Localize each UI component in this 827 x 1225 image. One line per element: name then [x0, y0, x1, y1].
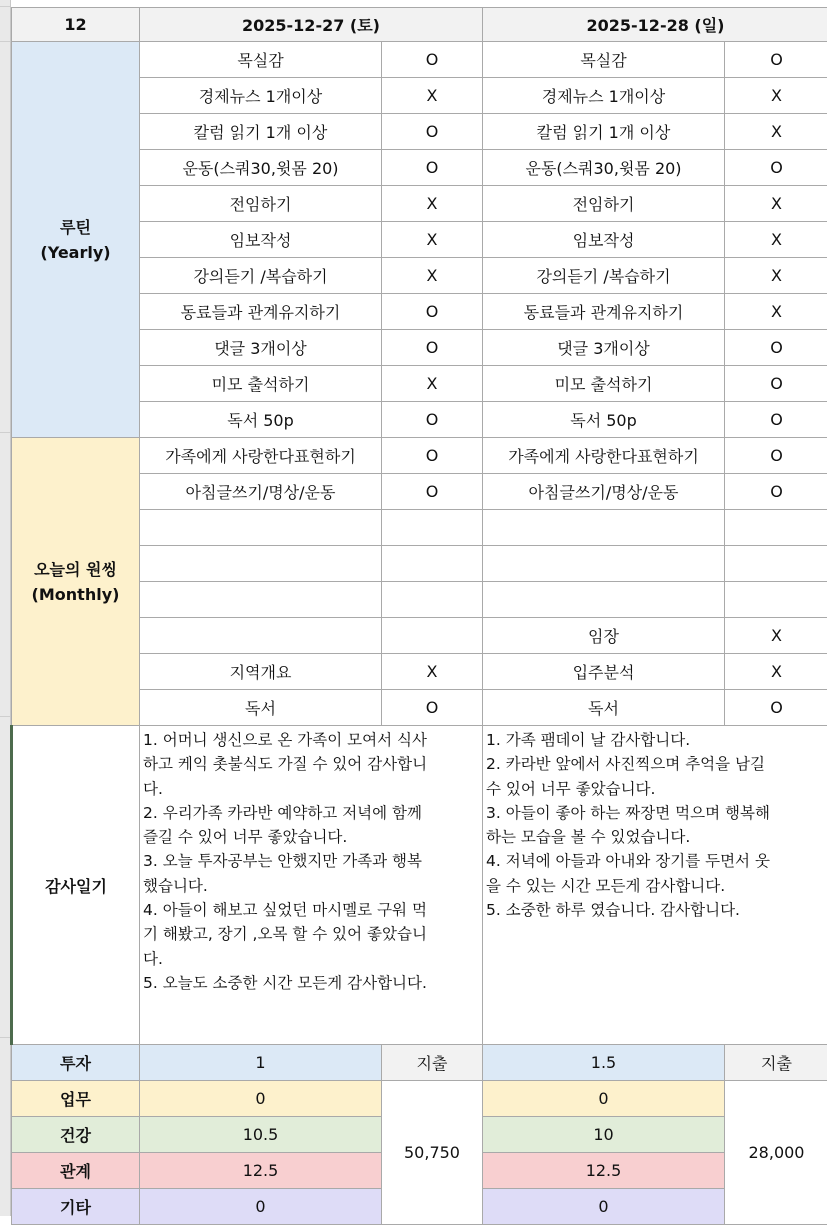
summary-d1-value[interactable]: 0	[140, 1189, 382, 1225]
routine-d2-item[interactable]: 임보작성	[483, 222, 725, 258]
routine-d2-item[interactable]: 강의듣기 /복습하기	[483, 258, 725, 294]
onething-label[interactable]	[12, 438, 140, 726]
onething-d2-item[interactable]	[483, 546, 725, 582]
onething-d1-mark[interactable]: O	[382, 474, 483, 510]
summary-d1-value[interactable]: 12.5	[140, 1153, 382, 1189]
routine-d2-item[interactable]: 칼럼 읽기 1개 이상	[483, 114, 725, 150]
routine-d2-mark[interactable]: O	[725, 402, 827, 438]
routine-d1-item[interactable]: 목실감	[140, 42, 382, 78]
routine-d1-item[interactable]: 미모 출석하기	[140, 366, 382, 402]
spend-label-d2[interactable]: 지출	[725, 1045, 827, 1081]
onething-d2-item[interactable]: 입주분석	[483, 654, 725, 690]
gratitude-d1-text[interactable]: 1. 어머니 생신으로 온 가족이 모여서 식사 하고 케익 촛불식도 가질 수 있어 감사합니 다. 2. 우리가족 카라반 예약하고 저녁에 함께 즐길 수 있어 너무 좋았습니다. 3. 오늘 투자공부는 안했지만 가족과 행복 했습니다. 4. 아들이 해보고 싶었던 마시멜로 구워 먹 기 해봤고, 장기 ,오목 할 수 있어 좋았습니 다. 5. 오늘도 소중한 시간 모든게 감사합니다.	[140, 726, 483, 1045]
summary-d2-value[interactable]: 12.5	[483, 1153, 725, 1189]
routine-d2-item[interactable]: 목실감	[483, 42, 725, 78]
routine-d1-mark[interactable]: X	[382, 222, 483, 258]
routine-d1-mark[interactable]: O	[382, 402, 483, 438]
onething-row	[12, 438, 827, 474]
onething-d1-mark[interactable]	[382, 510, 483, 546]
onething-d2-item[interactable]: 가족에게 사랑한다표현하기	[483, 438, 725, 474]
onething-d1-item[interactable]: 독서	[140, 690, 382, 726]
onething-d1-mark[interactable]: O	[382, 690, 483, 726]
routine-d1-mark[interactable]: X	[382, 366, 483, 402]
routine-d1-mark[interactable]: X	[382, 186, 483, 222]
routine-row	[12, 42, 827, 78]
onething-d2-item[interactable]	[483, 510, 725, 546]
onething-d1-item[interactable]: 아침글쓰기/명상/운동	[140, 474, 382, 510]
onething-label-sub: (Monthly)	[14, 582, 137, 607]
onething-d1-item[interactable]	[140, 582, 382, 618]
onething-d1-item[interactable]	[140, 546, 382, 582]
routine-label-sub: (Yearly)	[14, 240, 137, 265]
routine-d1-mark[interactable]: O	[382, 294, 483, 330]
summary-label[interactable]: 건강	[12, 1117, 140, 1153]
routine-d2-mark[interactable]: X	[725, 222, 827, 258]
summary-label[interactable]: 업무	[12, 1081, 140, 1117]
onething-label-title: 오늘의 원씽	[14, 557, 137, 582]
onething-d1-mark[interactable]: O	[382, 438, 483, 474]
routine-d1-item[interactable]: 댓글 3개이상	[140, 330, 382, 366]
routine-d1-item[interactable]: 경제뉴스 1개이상	[140, 78, 382, 114]
routine-d1-item[interactable]: 독서 50p	[140, 402, 382, 438]
gratitude-label[interactable]: 감사일기	[12, 726, 140, 1045]
onething-d2-mark[interactable]: O	[725, 474, 827, 510]
routine-d2-mark[interactable]: X	[725, 294, 827, 330]
onething-d2-mark[interactable]	[725, 546, 827, 582]
routine-d1-item[interactable]: 칼럼 읽기 1개 이상	[140, 114, 382, 150]
summary-label[interactable]: 관계	[12, 1153, 140, 1189]
routine-d2-mark[interactable]: O	[725, 150, 827, 186]
gratitude-d2-text[interactable]: 1. 가족 팸데이 날 감사합니다. 2. 카라반 앞에서 사진찍으며 추억을 남길 수 있어 너무 좋았습니다. 3. 아들이 좋아 하는 짜장면 먹으며 행복해 하는 모습을 볼 수 있었습니다. 4. 저녁에 아들과 아내와 장기를 두면서 웃 을 수 있는 시간 모든게 감사합니다. 5. 소중한 하루 였습니다. 감사합니다.	[483, 726, 827, 1045]
onething-d2-mark[interactable]: X	[725, 654, 827, 690]
onething-d1-item[interactable]: 지역개요	[140, 654, 382, 690]
spend-label-d1[interactable]: 지출	[382, 1045, 483, 1081]
summary-d2-value[interactable]: 0	[483, 1189, 725, 1225]
onething-d2-mark[interactable]	[725, 510, 827, 546]
routine-d2-item[interactable]: 경제뉴스 1개이상	[483, 78, 725, 114]
summary-row-work	[12, 1081, 827, 1117]
onething-d2-item[interactable]: 아침글쓰기/명상/운동	[483, 474, 725, 510]
onething-d2-mark[interactable]: O	[725, 438, 827, 474]
header-row	[12, 8, 827, 42]
routine-d1-mark[interactable]: O	[382, 114, 483, 150]
routine-d1-item[interactable]: 전임하기	[140, 186, 382, 222]
month-cell[interactable]: 12	[12, 8, 140, 42]
onething-d1-mark[interactable]	[382, 546, 483, 582]
onething-d1-item[interactable]: 가족에게 사랑한다표현하기	[140, 438, 382, 474]
summary-d1-value[interactable]: 1	[140, 1045, 382, 1081]
routine-d2-item[interactable]: 댓글 3개이상	[483, 330, 725, 366]
routine-d2-mark[interactable]: X	[725, 258, 827, 294]
routine-d2-mark[interactable]: O	[725, 42, 827, 78]
summary-d2-value[interactable]: 10	[483, 1117, 725, 1153]
summary-d1-value[interactable]: 10.5	[140, 1117, 382, 1153]
routine-d1-item[interactable]: 임보작성	[140, 222, 382, 258]
onething-d2-mark[interactable]: X	[725, 618, 827, 654]
onething-d1-item[interactable]	[140, 510, 382, 546]
routine-d1-mark[interactable]: X	[382, 258, 483, 294]
onething-d2-item[interactable]: 독서	[483, 690, 725, 726]
summary-label[interactable]: 투자	[12, 1045, 140, 1081]
routine-d2-mark[interactable]: X	[725, 78, 827, 114]
routine-d2-mark[interactable]: O	[725, 330, 827, 366]
routine-d2-item[interactable]: 전임하기	[483, 186, 725, 222]
summary-label[interactable]: 기타	[12, 1189, 140, 1225]
summary-d1-value[interactable]: 0	[140, 1081, 382, 1117]
routine-d1-mark[interactable]: O	[382, 330, 483, 366]
summary-d2-value[interactable]: 0	[483, 1081, 725, 1117]
routine-d1-mark[interactable]: O	[382, 150, 483, 186]
routine-d2-item[interactable]: 운동(스쿼30,윗몸 20)	[483, 150, 725, 186]
day2-date[interactable]: 2025-12-28 (일)	[483, 8, 827, 42]
day1-date[interactable]: 2025-12-27 (토)	[140, 8, 483, 42]
routine-d2-item[interactable]: 독서 50p	[483, 402, 725, 438]
routine-d2-mark[interactable]: O	[725, 366, 827, 402]
planner-grid	[10, 7, 827, 1225]
summary-d2-value[interactable]: 1.5	[483, 1045, 725, 1081]
gratitude-row	[12, 726, 827, 1045]
routine-d1-mark[interactable]: O	[382, 42, 483, 78]
onething-d1-mark[interactable]: X	[382, 654, 483, 690]
routine-label-title: 루틴	[14, 215, 137, 240]
onething-d2-mark[interactable]	[725, 582, 827, 618]
routine-d2-item[interactable]: 미모 출석하기	[483, 366, 725, 402]
onething-d2-item[interactable]: 임장	[483, 618, 725, 654]
onething-d2-mark[interactable]: O	[725, 690, 827, 726]
routine-d1-mark[interactable]: X	[382, 78, 483, 114]
onething-d1-mark[interactable]	[382, 582, 483, 618]
summary-row-investment	[12, 1045, 827, 1081]
routine-label[interactable]	[12, 42, 140, 438]
routine-d2-mark[interactable]: X	[725, 114, 827, 150]
onething-d1-item[interactable]	[140, 618, 382, 654]
spend-d1-value[interactable]: 50,750	[382, 1081, 483, 1225]
onething-d2-item[interactable]	[483, 582, 725, 618]
onething-d1-mark[interactable]	[382, 618, 483, 654]
routine-d1-item[interactable]: 운동(스쿼30,윗몸 20)	[140, 150, 382, 186]
routine-d1-item[interactable]: 동료들과 관계유지하기	[140, 294, 382, 330]
routine-d2-mark[interactable]: X	[725, 186, 827, 222]
routine-d2-item[interactable]: 동료들과 관계유지하기	[483, 294, 725, 330]
spend-d2-value[interactable]: 28,000	[725, 1081, 827, 1225]
routine-d1-item[interactable]: 강의듣기 /복습하기	[140, 258, 382, 294]
